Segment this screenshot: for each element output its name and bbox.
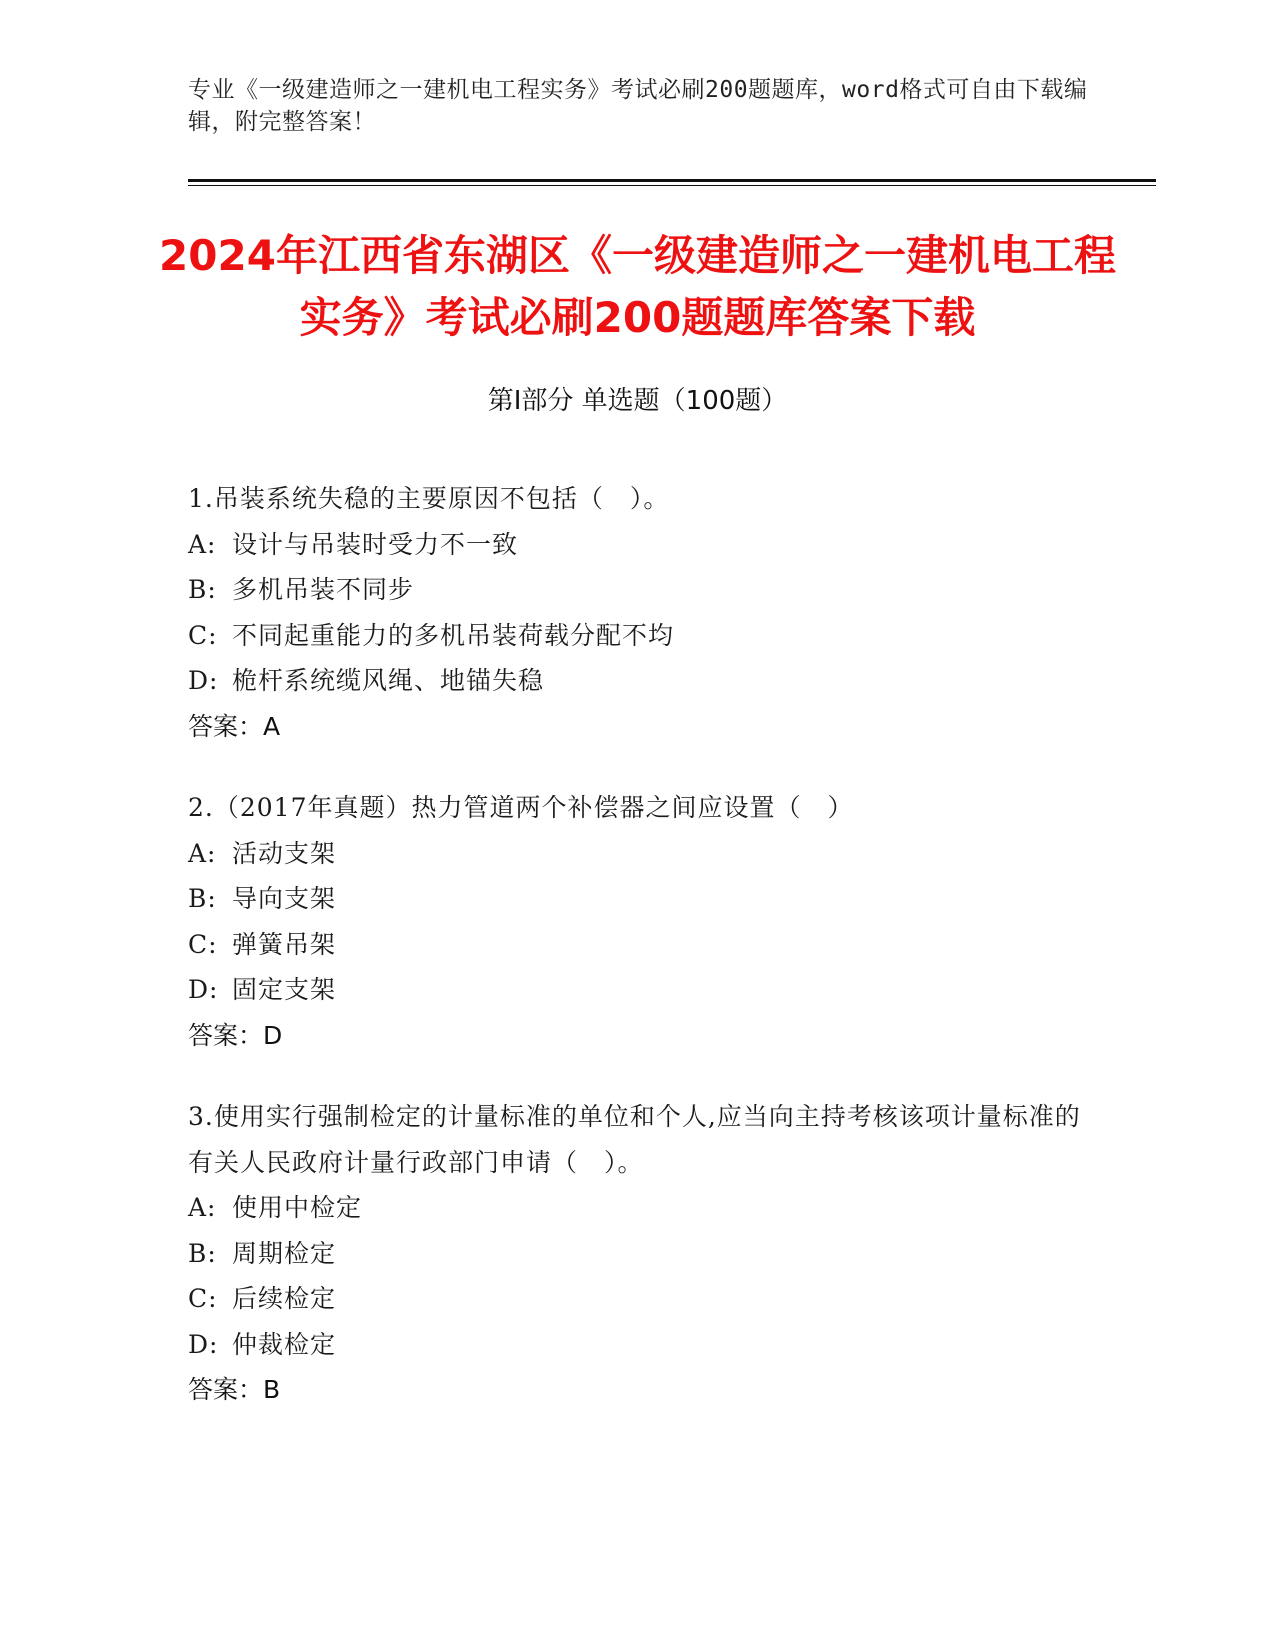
header-divider-thick [188,179,1156,182]
option-b [188,876,1088,922]
option-key: A: [188,838,217,868]
option-c [188,1276,1088,1322]
option-a [188,831,1088,877]
document-title: 2024年江西省东湖区《一级建造师之一建机电工程实务》考试必刷200题题库答案下载 [159,231,1116,342]
option-key: B: [188,575,217,604]
answer-value: B [263,1375,281,1404]
option-text: 后续检定 [232,1284,337,1313]
question-3 [188,1094,1088,1413]
option-key: C: [188,929,218,959]
option-d [188,658,1088,704]
option-key: B: [188,1238,217,1268]
option-key: A: [188,1193,217,1222]
question-1 [188,476,1088,749]
option-d [188,967,1088,1013]
answer-line [188,1013,1088,1059]
option-text: 周期检定 [232,1238,337,1268]
option-key: C: [188,1284,218,1313]
answer-value: D [263,1020,283,1050]
option-key: D: [188,975,219,1004]
question-stem: 3.使用实行强制检定的计量标准的单位和个人,应当向主持考核该项计量标准的有关人民政府计量行政部门申请（ ）。 [188,1102,1081,1177]
option-text: 活动支架 [232,838,337,868]
option-key: B: [188,884,217,913]
option-text: 导向支架 [232,884,337,913]
option-c [188,613,1088,659]
option-key: D: [188,666,219,695]
question-list [188,476,1088,1449]
header-note: 专业《一级建造师之一建机电工程实务》考试必刷200题题库，word格式可自由下载编辑，附完整答案！ [188,77,1088,135]
answer-line [188,1367,1088,1413]
header-divider-thin [188,185,1156,186]
option-b [188,1231,1088,1277]
option-d [188,1322,1088,1368]
section-heading: 第Ⅰ部分 单选题（100题） [487,386,788,416]
option-text: 使用中检定 [232,1193,363,1222]
option-b [188,567,1088,613]
option-text: 设计与吊装时受力不一致 [232,529,519,559]
option-key: C: [188,620,218,650]
option-text: 不同起重能力的多机吊装荷载分配不均 [232,620,675,650]
answer-line [188,704,1088,750]
option-text: 多机吊装不同步 [232,575,415,604]
answer-value: A [263,711,281,741]
option-text: 仲裁检定 [232,1329,337,1359]
question-stem: 1.吊装系统失稳的主要原因不包括（ ）。 [188,484,670,513]
option-a [188,1185,1088,1231]
option-text: 固定支架 [232,975,337,1004]
option-c [188,922,1088,968]
option-text: 弹簧吊架 [232,929,337,959]
option-key: A: [188,529,217,559]
option-text: 桅杆系统缆风绳、地锚失稳 [232,666,545,695]
question-stem: 2.（2017年真题）热力管道两个补偿器之间应设置（ ） [188,793,854,822]
answer-label: 答案： [188,1020,264,1050]
answer-label: 答案： [188,711,264,741]
question-2 [188,785,1088,1058]
option-key: D: [188,1329,219,1359]
answer-label: 答案： [188,1375,264,1404]
option-a [188,522,1088,568]
